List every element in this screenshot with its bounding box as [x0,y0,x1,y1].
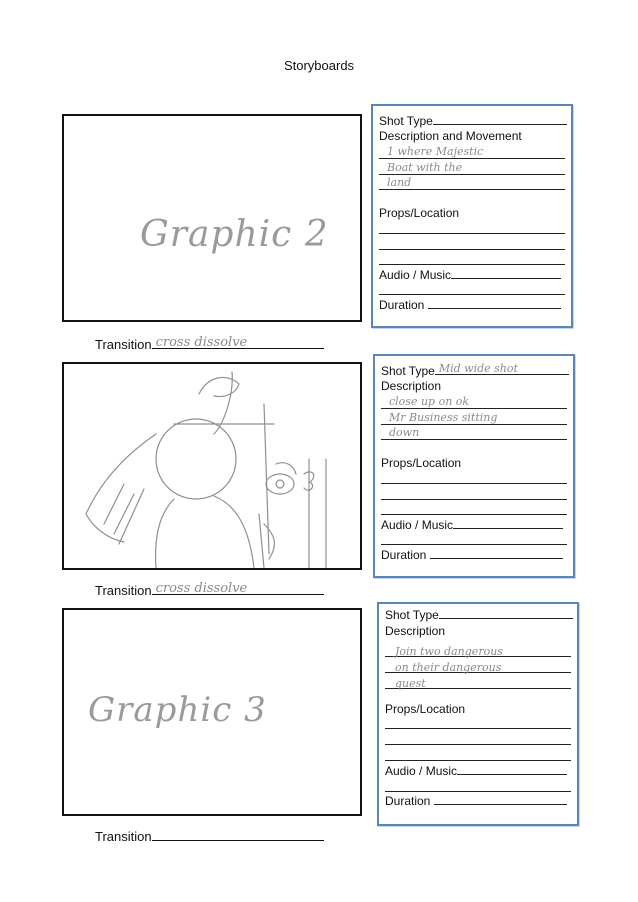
audio-music-field[interactable] [457,764,567,775]
transition-value: cross dissolve [155,335,248,350]
shot-details-panel-1 [371,104,573,328]
shot-type-label: Shot Type [385,608,439,622]
props-line[interactable] [385,744,571,745]
audio-line[interactable] [385,791,571,792]
frame-sketch [64,364,360,568]
duration-label: Duration [385,794,431,808]
shot-details-panel-2 [373,354,575,578]
description-line[interactable] [381,395,567,409]
transition-row-3 [95,828,324,844]
audio-music-field[interactable] [453,518,563,529]
props-line[interactable] [381,514,567,515]
props-line[interactable] [379,249,565,250]
transition-label: Transition [95,829,152,844]
shot-type-label: Shot Type [379,114,433,128]
props-location-label: Props/Location [381,456,462,470]
shot-type-value: Mid wide shot [438,362,518,375]
audio-music-label: Audio / Music [381,518,454,532]
description-text: Mr Business sitting [389,411,498,424]
description-line[interactable] [379,145,565,159]
description-line[interactable] [385,661,571,674]
transition-field[interactable] [152,828,324,841]
transition-label: Transition [95,337,152,352]
description-text: on their dangerous [395,661,502,674]
props-line[interactable] [379,233,565,234]
shot-details-panel-3 [377,602,579,826]
shot-type-field[interactable] [435,364,569,375]
storyboard-frame-2 [62,362,362,570]
duration-field[interactable] [434,794,567,805]
props-location-label: Props/Location [379,206,460,220]
frame-note: Graphic 3 [88,690,267,730]
transition-value: cross dissolve [155,581,248,596]
shot-type-label: Shot Type [381,364,435,378]
description-line[interactable] [385,645,571,658]
audio-line[interactable] [379,294,565,295]
page-title: Storyboards [283,58,355,73]
props-line[interactable] [381,483,567,484]
transition-row-1 [95,336,324,352]
transition-row-2 [95,582,324,598]
description-line[interactable] [385,677,571,690]
transition-field[interactable] [152,336,324,349]
props-line[interactable] [385,728,571,729]
description-line[interactable] [379,176,565,190]
audio-music-label: Audio / Music [379,268,452,282]
description-label: Description [381,379,442,393]
description-label: Description and Movement [379,129,522,143]
duration-label: Duration [381,548,427,562]
duration-field[interactable] [430,548,563,559]
transition-field[interactable] [152,582,324,595]
description-text: land [387,176,412,189]
audio-music-field[interactable] [451,268,561,279]
description-text: quest [395,677,426,690]
props-line[interactable] [381,499,567,500]
storyboard-frame-3 [62,608,362,816]
description-text: Join two dangerous [395,645,503,658]
props-line[interactable] [379,264,565,265]
props-line[interactable] [385,760,571,761]
description-text: 1 where Majestic [387,145,484,158]
frame-note: Graphic 2 [140,214,329,255]
shot-type-field[interactable] [433,114,567,125]
duration-label: Duration [379,298,425,312]
duration-field[interactable] [428,298,561,309]
description-line[interactable] [381,411,567,425]
description-text: down [389,426,420,439]
description-line[interactable] [379,161,565,175]
shot-type-field[interactable] [439,608,573,619]
description-text: close up on ok [389,395,470,408]
audio-line[interactable] [381,544,567,545]
audio-music-label: Audio / Music [385,764,458,778]
description-line[interactable] [381,426,567,440]
transition-label: Transition [95,583,152,598]
storyboard-frame-1 [62,114,362,322]
description-text: Boat with the [387,161,463,174]
props-location-label: Props/Location [385,702,466,716]
description-label: Description [385,624,446,638]
